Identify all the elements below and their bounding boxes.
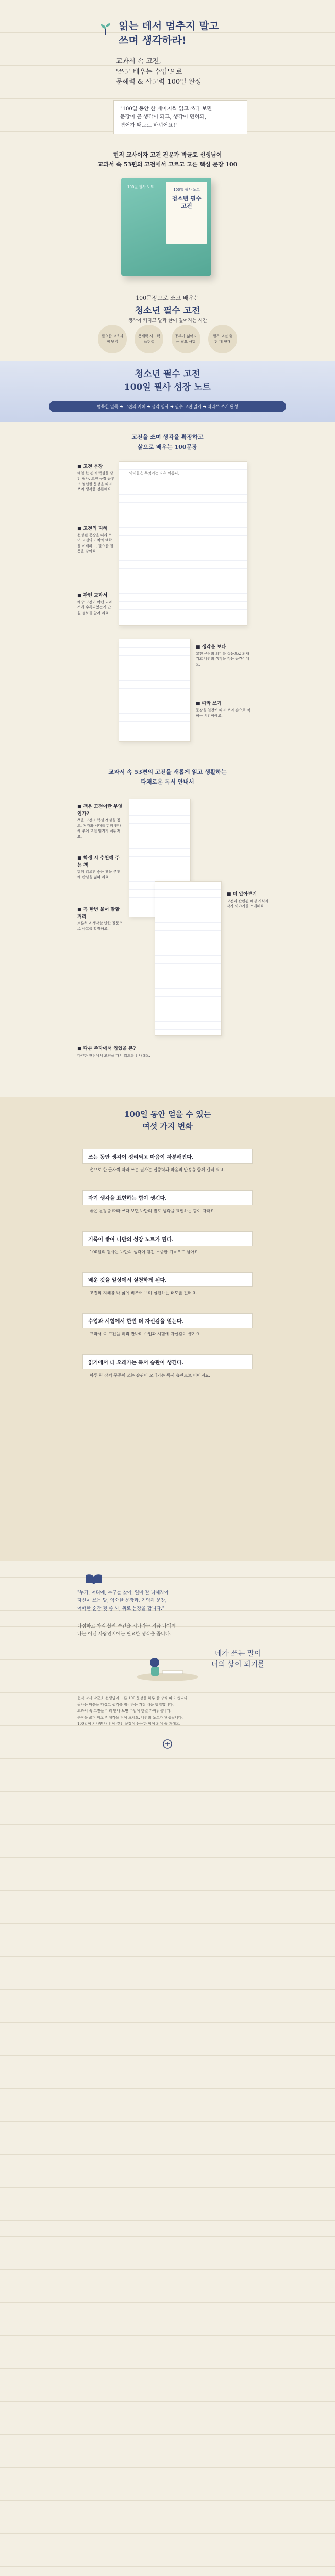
footnote-line: 교과서 속 고전을 미리 만나 보면 수업이 한결 가까워집니다. xyxy=(77,1709,172,1714)
change-body: 교과서 속 고전을 미리 만나며 수업과 시험에 자신감이 생겨요. xyxy=(90,1332,202,1337)
change-body: 고전의 지혜를 내 삶에 비추어 보며 실천하는 태도를 길러요. xyxy=(90,1291,197,1296)
demo2-header-line2: 다채로운 독서 안내서 xyxy=(141,778,194,785)
intro-line1: 현직 교사이자 고전 전문가 박균호 선생님이 xyxy=(113,151,222,158)
demo2-q2: ■ 학생 시 추천해 주는 책 xyxy=(77,856,120,868)
change-head: 배운 것을 일상에서 실천하게 된다. xyxy=(82,1272,253,1287)
footnote-line: 필사는 마음을 다잡고 생각을 정돈하는 가장 쉬운 방법입니다. xyxy=(77,1702,174,1707)
demo2-header-line1: 교과서 속 53편의 고전을 새롭게 읽고 생활하는 xyxy=(108,769,227,775)
closing-bubble-line2: 너의 삶이 되기를 xyxy=(211,1660,265,1669)
demo2-d5: 다양한 관점에서 고전을 다시 읽도록 안내해요. xyxy=(77,1053,150,1058)
change-body: 손으로 한 글자씩 따라 쓰는 필사는 집중력과 마음의 안정을 함께 길러 줘요. xyxy=(90,1167,225,1172)
demo1-header-line1: 고전을 쓰며 생각을 확장하고 xyxy=(131,434,204,440)
hero-subtitle-line1: 교과서 속 고전, xyxy=(116,58,161,65)
band-title-line2: 100일 필사 성장 노트 xyxy=(124,382,211,393)
footnote-line: 현직 교사 박균호 선생님이 고른 100 문장을 하루 한 장씩 따라 씁니다. xyxy=(77,1696,189,1700)
hero-quote-box xyxy=(113,100,247,134)
change-item xyxy=(82,1190,253,1218)
hero-title-line1: 읽는 데서 멈추지 말고 xyxy=(119,20,219,32)
hero-subtitle-line2: '쓰고 배우는 수업'으로 xyxy=(116,68,182,76)
demo1-desc1: 매일 한 편의 핵심을 담긴 필사, 고전 문장 끝부터 엄선한 문장을 따라 쓰며 생각을 정돈해요. xyxy=(77,471,114,492)
closing-illustration xyxy=(131,1651,204,1682)
intro-caption-line2: 청소년 필수 고전 xyxy=(135,306,200,316)
hero-section xyxy=(0,0,335,144)
feature-label: 필요한 교육과정 반영 xyxy=(101,334,124,344)
demo1-label4: ■ 생각을 보다 xyxy=(196,645,226,650)
change-body: 좋은 문장을 따라 쓰다 보면 나만의 말로 생각을 표현하는 힘이 자라요. xyxy=(90,1208,216,1213)
logo-mark xyxy=(162,1739,173,1749)
feature-circle xyxy=(135,325,163,353)
closing-bubble-line1: 네가 쓰는 말이 xyxy=(214,1650,261,1658)
closing-mid-line1: 다정하고 아직 불안 순간을 지나가는 지금 나에게 xyxy=(77,1624,176,1629)
change-head: 기록이 쌓여 나만의 성장 노트가 된다. xyxy=(82,1231,253,1246)
demo2-d4: 고전과 관련된 배경 지식과 작가 이야기를 소개해요. xyxy=(227,899,269,908)
demo2-q1: ■ 책은 고전이란 무엇인가? xyxy=(77,804,123,817)
closing-bubble xyxy=(211,1649,265,1670)
change-head: 수업과 시험에서 한번 더 자신감을 얻는다. xyxy=(82,1313,253,1328)
demo2-q4: ■ 더 알아보기 xyxy=(227,892,257,897)
hero-title-line2: 쓰며 생각하라! xyxy=(119,34,187,46)
intro-caption-line3: 생각이 커지고 말과 글이 깊어지는 시간 xyxy=(128,318,207,324)
closing-quote-line2: 자신이 쓰는 말, 익숙한 문장과, 기억하 문장, xyxy=(77,1598,167,1604)
band-ribbon-text: 맹목한 일독 ➔ 고전의 지혜 ➔ 생각 필사 ➔ 필수 고전 읽기 ➔ 따라쓰 쓰기 완성 xyxy=(97,404,238,409)
closing-mid-line2: 나는 어떤 사람인지에는 필요한 생각을 줍니다. xyxy=(77,1632,172,1637)
demo2-d3: 토론하고 생각할 만한 질문으로 사고를 확장해요. xyxy=(77,921,123,931)
feature-circle xyxy=(208,325,237,353)
hero-quote-line2: 문장이 곧 생각이 되고, 생각이 면허되, xyxy=(120,114,207,120)
demo1-desc3: 해당 고전이 어떤 교과서에 수록되었는지 단원 정보를 알려 줘요. xyxy=(77,600,112,615)
notebook-spread xyxy=(119,461,247,626)
notebook-page-quote: 아이들은 무엇이는 자유 이름다, xyxy=(129,471,179,476)
book-cover-sub: 100일 필사 노트 xyxy=(173,188,200,192)
band-ribbon xyxy=(49,401,286,412)
intro-line2: 교과서 속 53편의 고전에서 고르고 고른 핵심 문장 100 xyxy=(97,161,238,168)
feature-circle xyxy=(98,325,127,353)
change-body: 100일의 필사는 나만의 생각이 담긴 소중한 기록으로 남아요. xyxy=(90,1249,200,1255)
intro-caption-line1: 100문장으로 쓰고 배우는 xyxy=(136,295,199,301)
change-item xyxy=(82,1354,253,1382)
demo2-q3: ■ 꼭 한번 물어 말할 거리 xyxy=(77,907,120,920)
changes-section xyxy=(0,1097,335,1561)
changes-title-line1: 100일 동안 얻을 수 있는 xyxy=(124,1110,211,1119)
book-cover-small: 100일 필사 노트 xyxy=(127,185,154,189)
closing-footnote xyxy=(77,1695,258,1727)
demo2-d1: 책을 고전의 핵심 쟁점을 짚고, 저자와 시대를 함께 안내해 주어 고전 읽기가 쉬워져요. xyxy=(77,818,122,839)
closing-quote-line1: "누가, 어디에, 누구를 찾아, 얼마 잘 나세자아 xyxy=(77,1590,169,1596)
closing-quote-line3: 어떠한 순간 뒷 좀 사, 위로 문장을 합니다." xyxy=(77,1606,164,1612)
feature-label: 문해력 사고력 표현력 xyxy=(138,334,160,344)
change-item xyxy=(82,1272,253,1300)
change-head: 자기 생각을 표현하는 힘이 생긴다. xyxy=(82,1190,253,1205)
change-item xyxy=(82,1231,253,1259)
changes-title-line2: 여섯 가지 변화 xyxy=(142,1121,193,1131)
demo2-d2: 함께 읽으면 좋은 책을 추천해 관심을 넓혀 줘요. xyxy=(77,870,121,879)
notebook-demo-section xyxy=(0,422,335,762)
book-open-icon xyxy=(85,1573,103,1585)
footnote-line: 문장을 쓰며 떠오른 생각을 적어 보세요. 나만의 노트가 완성됩니다. xyxy=(77,1715,183,1720)
person-writing-icon xyxy=(131,1651,204,1682)
feature-circle xyxy=(172,325,200,353)
book-cover-image xyxy=(121,178,211,276)
demo1-desc4: 고전 문장의 의미를 질문으로 되새기고 나만의 생각을 적는 공간이에요. xyxy=(196,651,249,667)
change-head: 읽기에서 더 오래가는 독서 습관이 생긴다. xyxy=(82,1354,253,1369)
intro-section xyxy=(0,144,335,350)
demo1-label1: ■ 고전 문장 xyxy=(77,464,103,469)
hero-quote-line3: 면어가 태도로 바뀌어요!" xyxy=(120,123,178,128)
demo1-header-line2: 삶으로 배우는 100문장 xyxy=(138,443,197,450)
demo1-desc5: 문장을 천천히 따라 쓰며 손으로 익히는 시간이에요. xyxy=(196,708,250,718)
change-head: 쓰는 동안 생각이 정리되고 마음이 차분해진다. xyxy=(82,1149,253,1164)
change-item xyxy=(82,1149,253,1177)
demo1-label3: ■ 관련 교과서 xyxy=(77,593,108,598)
feature-label: 공부가 넓어지는 필요 사항 xyxy=(175,334,197,344)
reading-guide-section xyxy=(0,762,335,1082)
demo1-desc2: 선정된 문장을 따라 쓰며 고전의 가치와 맥락을 이해하고, 필요한 질문을 담아요. xyxy=(77,533,113,553)
title-band-section xyxy=(0,361,335,422)
band-title-line1: 청소년 필수 고전 xyxy=(135,369,200,379)
changes-list xyxy=(82,1149,253,1396)
hero-subtitle-line3: 문해력 & 사고력 100일 완성 xyxy=(116,78,202,87)
demo1-label2: ■ 고전의 지혜 xyxy=(77,526,108,531)
closing-section xyxy=(0,1561,335,2576)
demo1-label5: ■ 따라 쓰기 xyxy=(196,701,222,706)
feature-label: 필독 고전 출판 배 현대 xyxy=(212,334,233,344)
guide-page-right xyxy=(155,881,222,1036)
demo2-q5: ■ 다른 주자에서 입었을 본? xyxy=(77,1046,136,1052)
sprout-icon xyxy=(98,21,113,36)
book-cover-title: 청소년 필수 고전 xyxy=(172,195,202,210)
change-item xyxy=(82,1313,253,1341)
notebook-page2 xyxy=(119,639,191,742)
footnote-line: 100일이 지나면 내 안에 쌓인 문장이 든든한 힘이 되어 줄 거예요. xyxy=(77,1722,181,1726)
hero-quote-line1: "100일 동안 한 페이지씩 읽고 쓰다 보면 xyxy=(120,106,212,112)
change-body: 하루 한 장씩 꾸준히 쓰는 습관이 오래가는 독서 습관으로 이어져요. xyxy=(90,1372,211,1378)
feature-circles xyxy=(98,325,237,353)
